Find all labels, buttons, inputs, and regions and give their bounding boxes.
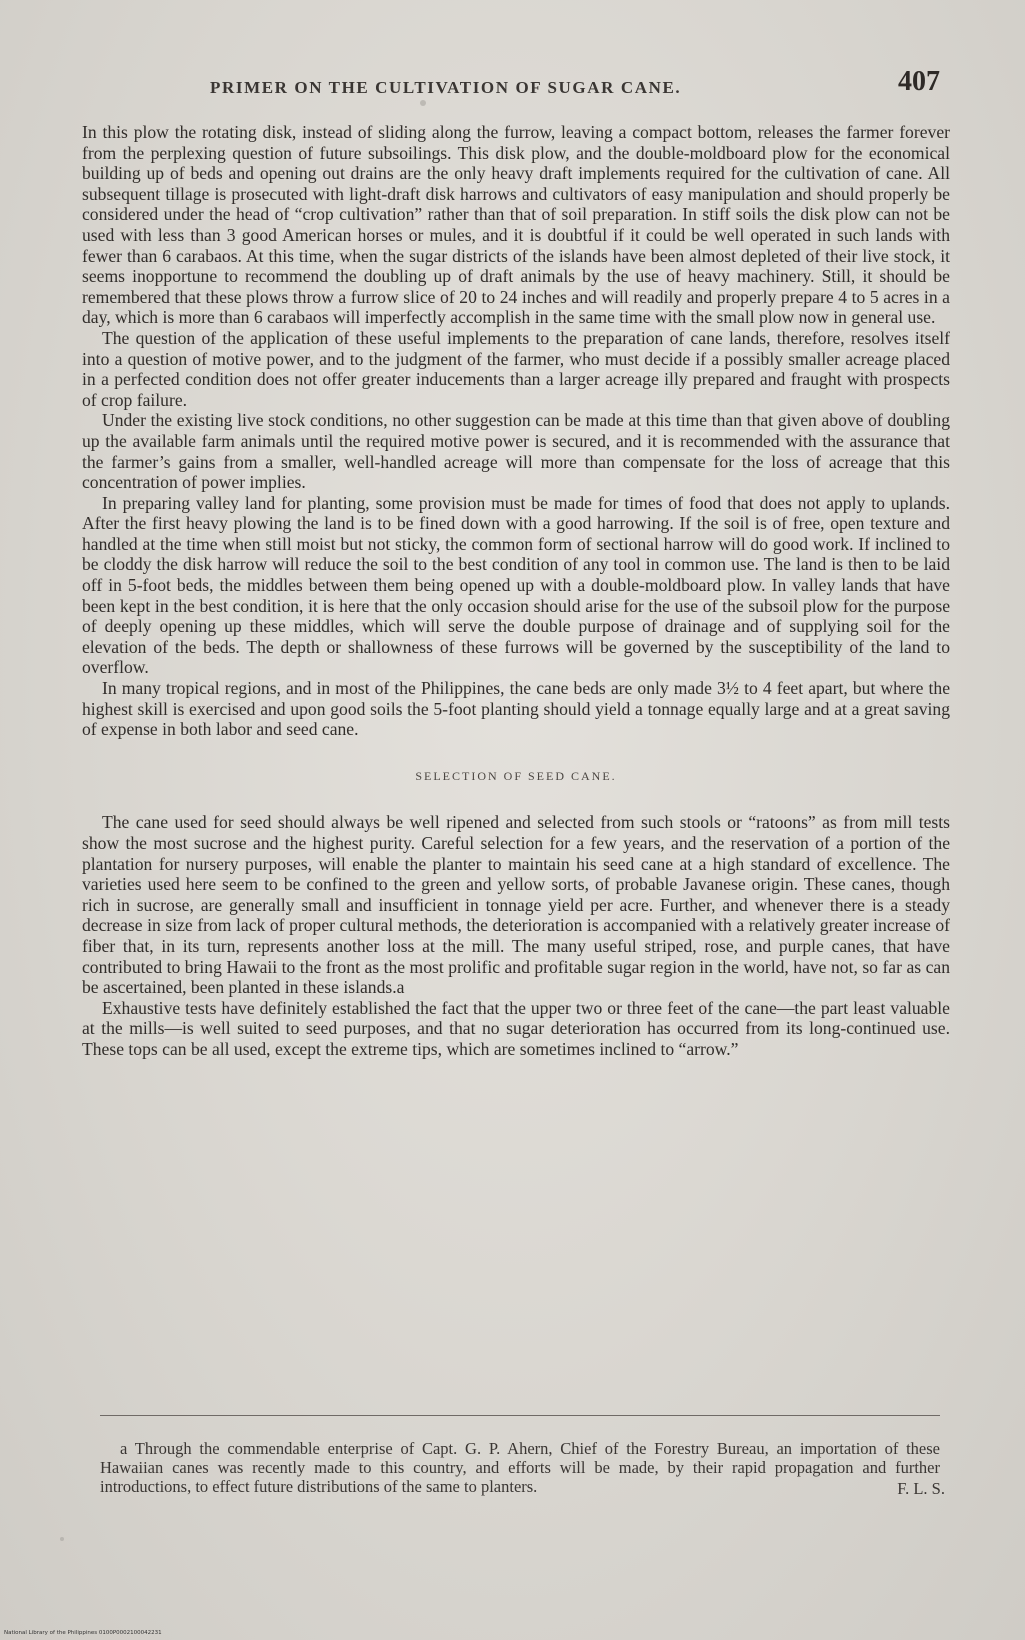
paragraph: In preparing valley land for planting, some provision must be made for times of food that does not apply to uplands. After the first heavy plowing the land is to be fined down with a good harrowing. If the soil is of free, open texture and handled at the time when still moist but not sticky, the common form of sectional harrow will do good work. If inclined to be cloddy the disk harrow will reduce the soil to the best condition of any tool in common use. The land is then to be laid off in 5-foot beds, the middles between them being opened up with a double-moldboard plow. In valley lands that have been kept in the best condition, it is here that the only occasion should arise for the use of the subsoil plow for the purpose of deeply opening up these middles, which will serve the double purpose of drainage and of supplying soil for the elevation of the beds. The depth or shallowness of these furrows will be governed by the susceptibility of the land to overflow. <box>82 492 950 678</box>
page-number: 407 <box>898 66 940 97</box>
paragraph: Under the existing live stock conditions, no other suggestion can be made at this time than that given above of doubling up the available farm animals until the required motive power is secured, and it is recommended with the assurance that the farmer’s gains from a smaller, well-handled acreage will more than compensate for the loss of acreage that this concentration of power implies. <box>82 410 950 493</box>
scan-speck <box>60 1537 64 1541</box>
paragraph: The cane used for seed should always be well ripened and selected from such stools or “ratoons” as from mill tests show the most sucrose and the highest purity. Careful selection for a few years, and the reservation of a portion of the plantation for nursery purposes, will enable the planter to maintain his seed cane at a high standard of excellence. The varieties used here seem to be confined to the green and yellow sorts, of probable Javanese origin. These canes, though rich in sucrose, are generally small and insufficient in tonnage yield per acre. Further, and whenever there is a steady decrease in size from lack of proper cultural methods, the deterioration is accompanied with a relatively greater increase of fiber that, in its turn, represents another loss at the mill. The many useful striped, rose, and purple canes, that have contributed to bring Hawaii to the front as the most prolific and profitable sugar region in the world, have not, so far as can be ascertained, been planted in these islands.a <box>82 812 950 998</box>
page-header <box>80 66 960 106</box>
body-text <box>82 122 950 1060</box>
paragraph: In this plow the rotating disk, instead of sliding along the furrow, leaving a compact bottom, releases the farmer forever from the perplexing question of future subsoilings. This disk plow, and the double-moldboard plow for the economical building up of beds and opening out drains are the only heavy draft implements required for the cultivation of cane. All subsequent tillage is prosecuted with light-draft disk harrows and cultivators of easy manipulation and should properly be considered under the head of “crop cultivation” rather than that of soil preparation. In stiff soils the disk plow can not be used with less than 3 good American horses or mules, and it is doubtful if it could be well operated in such lands with fewer than 6 carabaos. At this time, when the sugar districts of the islands have been almost depleted of their live stock, it seems inopportune to recommend the doubling up of draft animals by the use of heavy machinery. Still, it should be remembered that these plows throw a furrow slice of 20 to 24 inches and will readily and properly prepare 4 to 5 acres in a day, which is more than 6 carabaos will imperfectly accomplish in the same time with the small plow now in general use. <box>82 122 950 328</box>
paragraph: The question of the application of these useful implements to the preparation of cane lands, therefore, resolves itself into a question of motive power, and to the judgment of the farmer, who must decide if a possibly smaller acreage placed in a perfected condition does not offer greater inducements than a larger acreage illy prepared and fraught with prospects of crop failure. <box>82 327 950 410</box>
library-imprint: National Library of the Philippines 0100P0002100042231 <box>4 1630 162 1636</box>
scan-speck <box>420 100 426 106</box>
footnote-rule <box>100 1415 940 1416</box>
footnote-signature: F. L. S. <box>897 1479 945 1498</box>
paragraph: Exhaustive tests have definitely established the fact that the upper two or three feet of the cane—the part least valuable at the mills—is well suited to seed purposes, and that no sugar deterioration has occurred from its long-continued use. These tops can be all used, except the extreme tips, which are sometimes inclined to “arrow.” <box>82 997 950 1059</box>
section-heading: SELECTION OF SEED CANE. <box>415 768 617 783</box>
paragraph: In many tropical regions, and in most of the Philippines, the cane beds are only made 3½ to 4 feet apart, but where the highest skill is exercised and upon good soils the 5-foot planting should yield a tonnage equally large and at a great saving of expense in both labor and seed cane. <box>82 678 950 740</box>
footnote: a Through the commendable enterprise of Capt. G. P. Ahern, Chief of the Forestry Bureau, an importation of these Hawaiian canes was recently made to this country, and efforts will be made, by their rapid propagation and further introductions, to effect future distributions of the same to planters. <box>100 1438 940 1496</box>
running-title: PRIMER ON THE CULTIVATION OF SUGAR CANE. <box>210 78 682 97</box>
